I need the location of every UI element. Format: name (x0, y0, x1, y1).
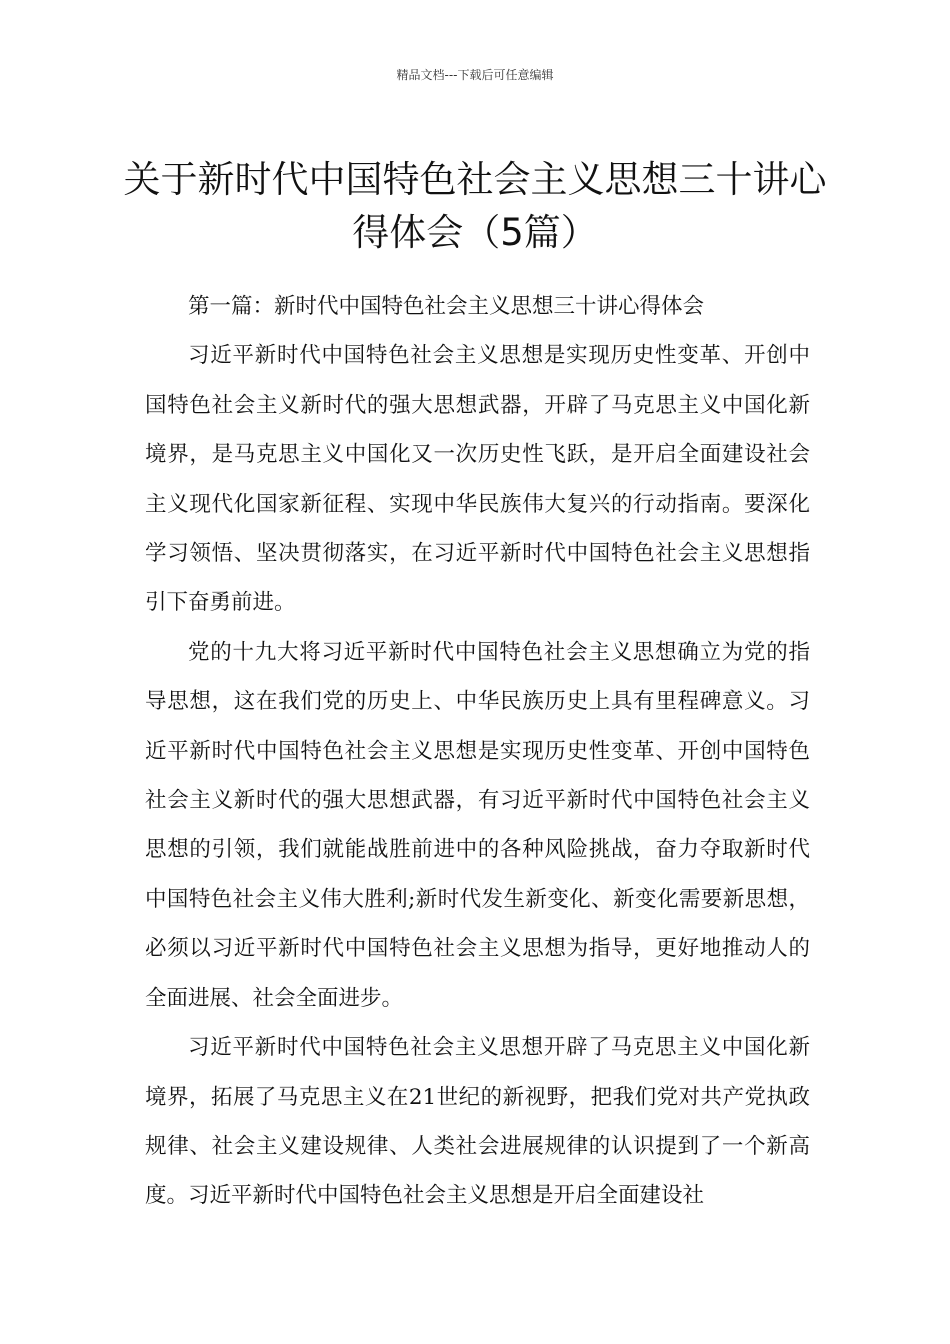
body-paragraph: 党的十九大将习近平新时代中国特色社会主义思想确立为党的指导思想，这在我们党的历史上、中华民族历史上具有里程碑意义。习近平新时代中国特色社会主义思想是实现历史性变革、开创中国特色社会主义新时代的强大思想武器，有习近平新时代中国特色社会主义思想的引领，我们就能战胜前进中的各种风险挑战，奋力夺取新时代中国特色社会主义伟大胜利;新时代发生新变化、新变化需要新思想，必须以习近平新时代中国特色社会主义思想为指导，更好地推动人的全面进展、社会全面进步。 (145, 639, 810, 1011)
body-paragraph: 习近平新时代中国特色社会主义思想开辟了马克思主义中国化新境界，拓展了马克思主义在21世纪的新视野，把我们党对共产党执政规律、社会主义建设规律、人类社会进展规律的认识提到了一个新高度。习近平新时代中国特色社会主义思想是开启全面建设社 (145, 1035, 810, 1209)
body-paragraph: 习近平新时代中国特色社会主义思想是实现历史性变革、开创中国特色社会主义新时代的强大思想武器，开辟了马克思主义中国化新境界，是马克思主义中国化又一次历史性飞跃，是开启全面建设社会主义现代化国家新征程、实现中华民族伟大复兴的行动指南。要深化学习领悟、坚决贯彻落实，在习近平新时代中国特色社会主义思想指引下奋勇前进。 (145, 343, 810, 616)
document-body (145, 282, 810, 1221)
section-heading: 第一篇：新时代中国特色社会主义思想三十讲心得体会 (188, 294, 705, 319)
document-title: 关于新时代中国特色社会主义思想三十讲心得体会（5篇） (123, 157, 827, 254)
header-note: 精品文档---下载后可任意编辑 (396, 68, 554, 82)
